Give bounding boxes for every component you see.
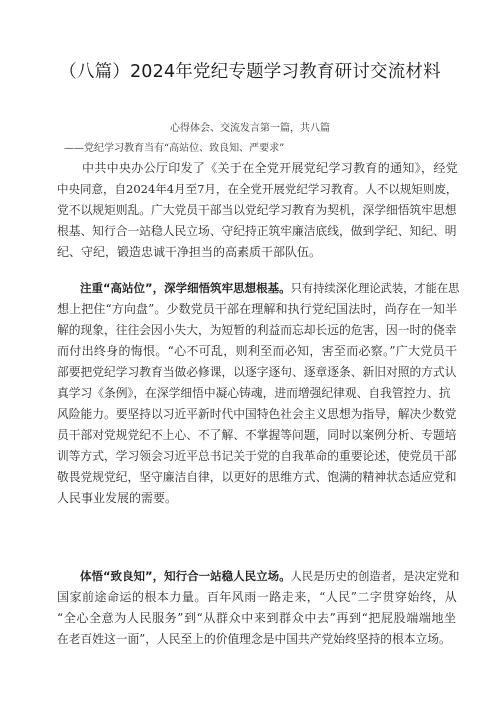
paragraph-line <box>80 568 460 584</box>
paragraph-line: 国家前途命运的根本力量。百年风雨一路走来，“人民”二字贯穿始终，从 <box>57 590 458 604</box>
paragraph-line <box>80 280 460 296</box>
document-subtitle: 心得体会、交流发言第一篇，共八篇 <box>170 123 330 134</box>
paragraph-line: 中共中央办公厅印发了《关于在全党开展党纪学习教育的通知》，经党 <box>82 161 459 175</box>
paragraph-line: 风险能力。要坚持以习近平新时代中国特色社会主义思想为指导，解决少数党 <box>57 407 457 421</box>
paragraph-line: 敬畏党规党纪，坚守廉洁自律，以更好的思维方式、饱满的精神状态适应党和 <box>57 470 457 484</box>
paragraph-line: 部要把党纪学习教育当做必修课，以逐字逐句、逐章逐条、新旧对照的方式认 <box>57 365 457 379</box>
paragraph-line: 训等方式，学习领会习近平总书记关于党的自我革命的重要论述，使党员干部 <box>57 449 457 463</box>
paragraph-line <box>57 511 457 527</box>
paragraph-line <box>57 532 457 548</box>
paragraph-line: 根基、知行合一站稳人民立场、守纪持正筑牢廉洁底线，做到学纪、知纪、明 <box>57 224 457 238</box>
paragraph-line: 而付出终身的悔恨。“心不可乱，则利至而必知，害至而必察。”广大党员干 <box>57 344 458 358</box>
paragraph-line: 想上把住“方向盘”。少数党员干部在理解和执行党纪国法时，尚存在一知半 <box>57 302 458 316</box>
section-heading: 体悟“致良知”，知行合一站稳人民立场。 <box>80 569 291 583</box>
paragraph-line: 人民事业发展的需要。 <box>57 491 178 505</box>
paragraph-line: 党不以规矩则乱。广大党员干部当以党纪学习教育为契机，深学细悟筑牢思想 <box>57 203 457 217</box>
paragraph-line: 真学习《条例》，在深学细悟中凝心铸魂，进而增强纪律观、自我管控力、抗 <box>57 386 451 400</box>
document-title: （八篇）2024年党纪专题学习教育研讨交流材料 <box>59 62 441 82</box>
paragraph-text: 只有持续深化理论武装，才能在思 <box>290 282 460 295</box>
paragraph-text: 人民是历史的创造者，是决定党和 <box>290 570 460 583</box>
paragraph-line: “全心全意为人民服务”到“从群众中来到群众中去”再到“把屁股端端地坐 <box>57 611 457 625</box>
paragraph-line: 纪、守纪，锻造忠诚干净担当的高素质干部队伍。 <box>57 245 322 259</box>
paragraph-line: 在老百姓这一面”，人民至上的价值理念是中国共产党始终坚持的根本立场。 <box>57 632 451 646</box>
paragraph-line: 中央同意，自2024年4月至7月，在全党开展党纪学习教育。人不以规矩则废， <box>57 182 458 196</box>
paragraph-line: 员干部对党规党纪不上心、不了解、不掌握等问题，同时以案例分析、专题培 <box>57 428 457 442</box>
section-heading: 注重“高站位”，深学细悟筑牢思想根基。 <box>80 281 291 295</box>
paragraph-line: 解的现象，往往会因小失大，为短暂的利益而忘却长远的危害，因一时的侥幸 <box>57 323 457 337</box>
document-subheading: ——党纪学习教育当有“高站位、致良知、严要求” <box>64 143 285 154</box>
